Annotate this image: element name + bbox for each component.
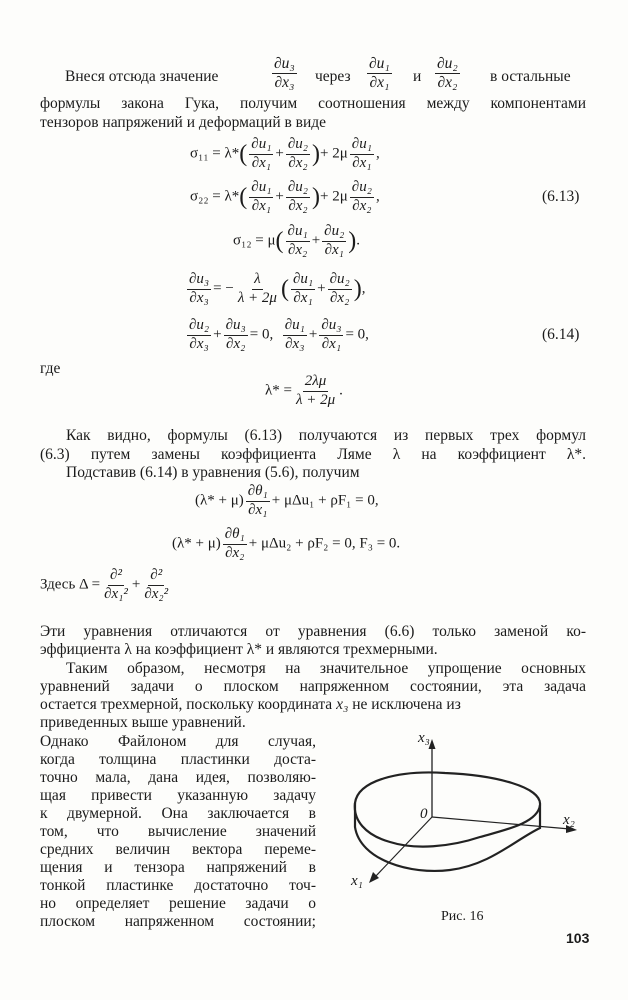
para2-line3: Подставив (6.14) в уравнения (5.6), получим [66, 464, 360, 481]
column-line-3: точно мала, дана идея, позволяю- [40, 769, 316, 786]
equation-motion-1: (λ* + μ) $\frac{\text{∂θ₁}}{\text{∂x₁}}$ + μΔu₁ + ρF₁ = 0, [195, 483, 379, 518]
equation-lambda-star: λ* = $\frac{2\lambda\mu}{\lambda + 2\mu}$ . [265, 373, 343, 408]
plate-top [355, 772, 540, 846]
column-line-4: щая привести указанную задачу [40, 787, 316, 804]
fraction-du2-dx2: $\frac{\text{∂u₂}}{\text{∂x₂}}$ [437, 55, 458, 92]
equation-sigma11: σ₁₁ = λ*( $\frac{\text{∂u₁}}{\text{∂x₁}}$ + $\frac{\text{∂u₂}}{\text{∂x₂}}$ )+ 2μ $\frac{\text{∂u₁}}{\text{∂x₁}}$ , [190, 136, 380, 171]
equation-number-6-13: (6.13) [542, 188, 580, 205]
equation-laplacian: Здесь Δ = $\frac{\text{∂²}}{\text{∂x₁²}}$ + $\frac{\text{∂²}}{\text{∂x₂²}}$ [40, 567, 169, 602]
column-line-9: тонкой пластинке достаточно точ- [40, 877, 316, 894]
equation-sigma22: σ₂₂ = λ*( $\frac{\text{∂u₁}}{\text{∂x₁}}$ + $\frac{\text{∂u₂}}{\text{∂x₂}}$ )+ 2μ $\frac{\text{∂u₂}}{\text{∂x₂}}$ , [190, 179, 380, 214]
para2-line1: Как видно, формулы (6.13) получаются из первых трех формул [66, 427, 586, 444]
text-fragment: в остальные [490, 68, 571, 85]
column-line-11: плоском напряженном состоянии; [40, 913, 316, 930]
para2-line2: (6.3) путем замены коэффициента Ляме λ на коэффициент λ*. [40, 446, 586, 463]
column-line-7: средних величин вектора переме- [40, 841, 316, 858]
equation-du3-dx3: $\frac{\text{∂u₃}}{\text{∂x₃}}$ = − $\frac{\lambda}{\lambda + 2\mu}$ ( $\frac{\text{∂u₁}}{\text{∂x₁}}$ + $\frac{\text{∂u₂}}{\text{∂x₂}}$ ), [189, 271, 366, 306]
column-line-8: щения и тензора напряжений в [40, 859, 316, 876]
figure-caption: Рис. 16 [441, 909, 484, 924]
equation-shear-zero: $\frac{\text{∂u₂}}{\text{∂x₃}}$ + $\frac{\text{∂u₃}}{\text{∂x₂}}$ = 0, $\frac{\text{∂u₁}}{\text{∂x₃}}$ + $\frac{\text{∂u₃}}{\text{∂x₁}}$ = 0, [189, 317, 369, 352]
para3-line1: Эти уравнения отличаются от уравнения (6.6) только заменой ко- [40, 623, 586, 640]
para3-line2: эффициента λ на коэффициент λ* и являются трехмерными. [40, 641, 438, 658]
para1-line1 [65, 56, 585, 100]
column-line-6: том, что вычисление значений [40, 823, 316, 840]
axis-x3-label: x₃ [418, 730, 430, 746]
where-label: где [40, 360, 61, 377]
equation-sigma12: σ₁₂ = μ( $\frac{\text{∂u₁}}{\text{∂x₂}}$ + $\frac{\text{∂u₂}}{\text{∂x₁}}$ ). [233, 223, 361, 258]
fraction-du1-dx1: $\frac{\text{∂u₁}}{\text{∂x₁}}$ [369, 55, 390, 92]
axis-x2-line [432, 817, 570, 829]
figure-plate-diagram [330, 725, 590, 910]
column-line-2: когда толщина пластинки доста- [40, 751, 316, 768]
para1-line3: тензоров напряжений и деформаций в виде [40, 114, 327, 131]
equation-motion-2: (λ* + μ) $\frac{\text{∂θ₁}}{\text{∂x₂}}$ + μΔu₂ + ρF₂ = 0, F₃ = 0. [172, 526, 401, 561]
para1-line2: формулы закона Гука, получим соотношения между компонентами [40, 95, 586, 112]
text-fragment: через [315, 68, 351, 85]
para4-line3: остается трехмерной, поскольку координата x₃ не исключена из [40, 696, 461, 713]
origin-label: 0 [420, 806, 428, 822]
fraction-du3-dx3: $\frac{\text{∂u₃}}{\text{∂x₃}}$ [274, 55, 295, 92]
column-line-1: Однако Файлоном для случая, [40, 733, 316, 750]
axis-x1-label: x₁ [351, 873, 363, 889]
text-fragment: и [413, 68, 422, 85]
plate-side [355, 803, 540, 871]
page-number: 103 [566, 930, 590, 946]
equation-number-6-14: (6.14) [542, 326, 580, 343]
para4-line1: Таким образом, несмотря на значительное упрощение основных [66, 660, 586, 677]
para4-line2: уравнений задачи о плоском напряженном состоянии, эта задача [40, 678, 586, 695]
para4-line4: приведенных выше уравнений. [40, 714, 246, 731]
text-fragment: Внеся отсюда значение [65, 68, 219, 85]
column-line-10: но определяет решение задачи о [40, 895, 316, 912]
axis-x2-label: x₂ [563, 812, 575, 828]
column-line-5: к двумерной. Она заключается в [40, 805, 316, 822]
